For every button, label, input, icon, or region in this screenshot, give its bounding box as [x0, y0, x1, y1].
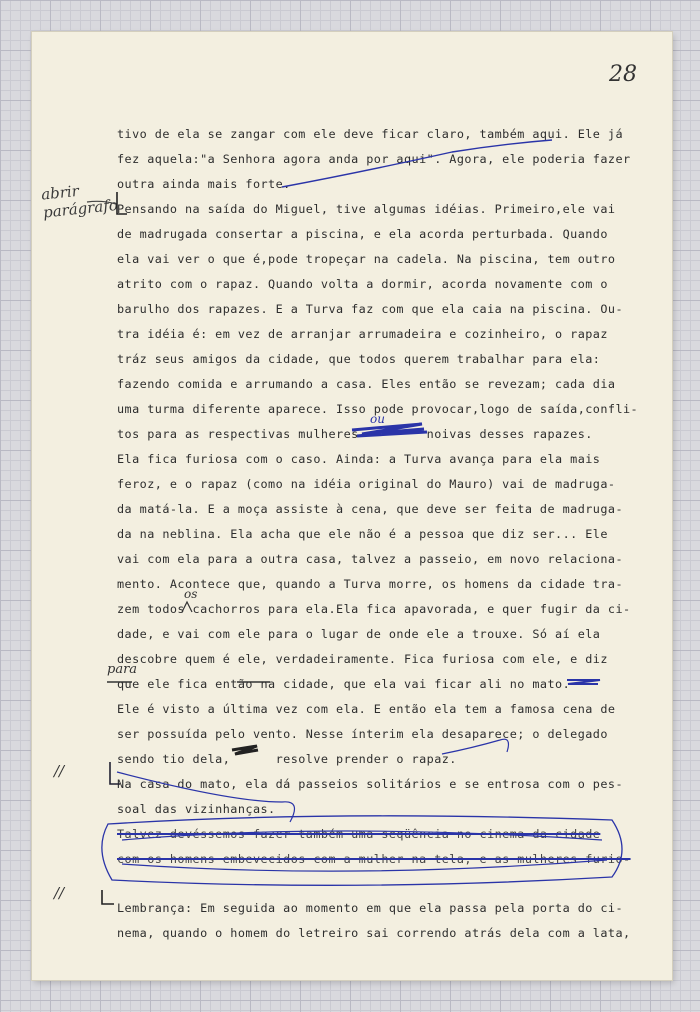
text-line: da matá-la. E a moça assiste à cena, que deve ser feita de madruga- — [117, 502, 624, 516]
handwritten-os: os — [184, 587, 198, 601]
text-line: fez aquela:"a Senhora agora anda por aqui". Agora, ele poderia fazer — [117, 152, 631, 166]
text-line: atrito com o rapaz. Quando volta a dormir, acorda novamente com o — [117, 277, 608, 291]
margin-mark: // — [54, 884, 65, 902]
text-line: descobre quem é ele, verdadeiramente. Fica furiosa com ele, e diz — [117, 652, 608, 666]
typed-text-block — [117, 122, 657, 946]
text-line: tos para as respectivas mulheres noivas desses rapazes. — [117, 427, 593, 441]
handwritten-para: para — [107, 662, 138, 677]
text-line: sendo tio dela, resolve prender o rapaz. — [117, 752, 457, 766]
text-line: barulho dos rapazes. E a Turva faz com que ela caia na piscina. Ou- — [117, 302, 624, 316]
margin-mark: // — [54, 762, 65, 780]
text-line: nema, quando o homem do letreiro sai correndo atrás dela com a lata, — [117, 926, 631, 940]
manuscript-page — [32, 32, 672, 980]
text-line: mento. Acontece que, quando a Turva morre, os homens da cidade tra- — [117, 577, 624, 591]
text-line: tra idéia é: em vez de arranjar arrumadeira e cozinheiro, o rapaz — [117, 327, 608, 341]
page-number: 28 — [609, 62, 637, 87]
text-line: que ele fica então na cidade, que ela vai ficar ali no mato. — [117, 677, 571, 691]
text-line: fazendo comida e arrumando a casa. Eles então se revezam; cada dia — [117, 377, 616, 391]
paragraph-bracket — [102, 890, 114, 904]
text-line: ser possuída pelo vento. Nesse ínterim ela desaparece; o delegado — [117, 727, 608, 741]
text-line: Lembrança: Em seguida ao momento em que ela passa pela porta do ci- — [117, 901, 624, 915]
text-line: feroz, e o rapaz (como na idéia original do Mauro) vai de madruga- — [117, 477, 616, 491]
text-line: ela vai ver o que é,pode tropeçar na cadela. Na piscina, tem outro — [117, 252, 616, 266]
text-line: vai com ela para a outra casa, talvez a passeio, em novo relaciona- — [117, 552, 624, 566]
text-line — [117, 872, 657, 896]
margin-note-new-paragraph: abrir parágrafo — [40, 181, 119, 222]
struck-text-line: Talvez devéssemos fazer também uma seqüência no cinema da cidade — [117, 827, 601, 841]
text-line: tráz seus amigos da cidade, que todos querem trabalhar para ela: — [117, 352, 601, 366]
text-line: soal das vizinhanças. — [117, 802, 276, 816]
text-line: da na neblina. Ela acha que ele não é a pessoa que diz ser... Ele — [117, 527, 608, 541]
text-line: tivo de ela se zangar com ele deve ficar claro, também aqui. Ele já — [117, 127, 624, 141]
text-line: zem todos cachorros para ela.Ela fica apavorada, e quer fugir da ci- — [117, 602, 631, 616]
text-line: Ele é visto a última vez com ela. E então ela tem a famosa cena de — [117, 702, 616, 716]
text-line: de madrugada consertar a piscina, e ela acorda perturbada. Quando — [117, 227, 608, 241]
text-line: Pensando na saída do Miguel, tive algumas idéias. Primeiro,ele vai — [117, 202, 616, 216]
text-line: Na casa do mato, ela dá passeios solitários e se entrosa com o pes- — [117, 777, 624, 791]
struck-text-line: com os homens embevecidos com a mulher na tela, e as mulheres furio- — [117, 852, 631, 866]
text-line: Ela fica furiosa com o caso. Ainda: a Turva avança para ela mais — [117, 452, 601, 466]
text-line: outra ainda mais forte. — [117, 177, 291, 191]
text-line: uma turma diferente aparece. Isso pode provocar,logo de saída,confli- — [117, 402, 639, 416]
text-line: dade, e vai com ele para o lugar de onde ele a trouxe. Só aí ela — [117, 627, 601, 641]
handwritten-ou: ou — [370, 412, 385, 426]
